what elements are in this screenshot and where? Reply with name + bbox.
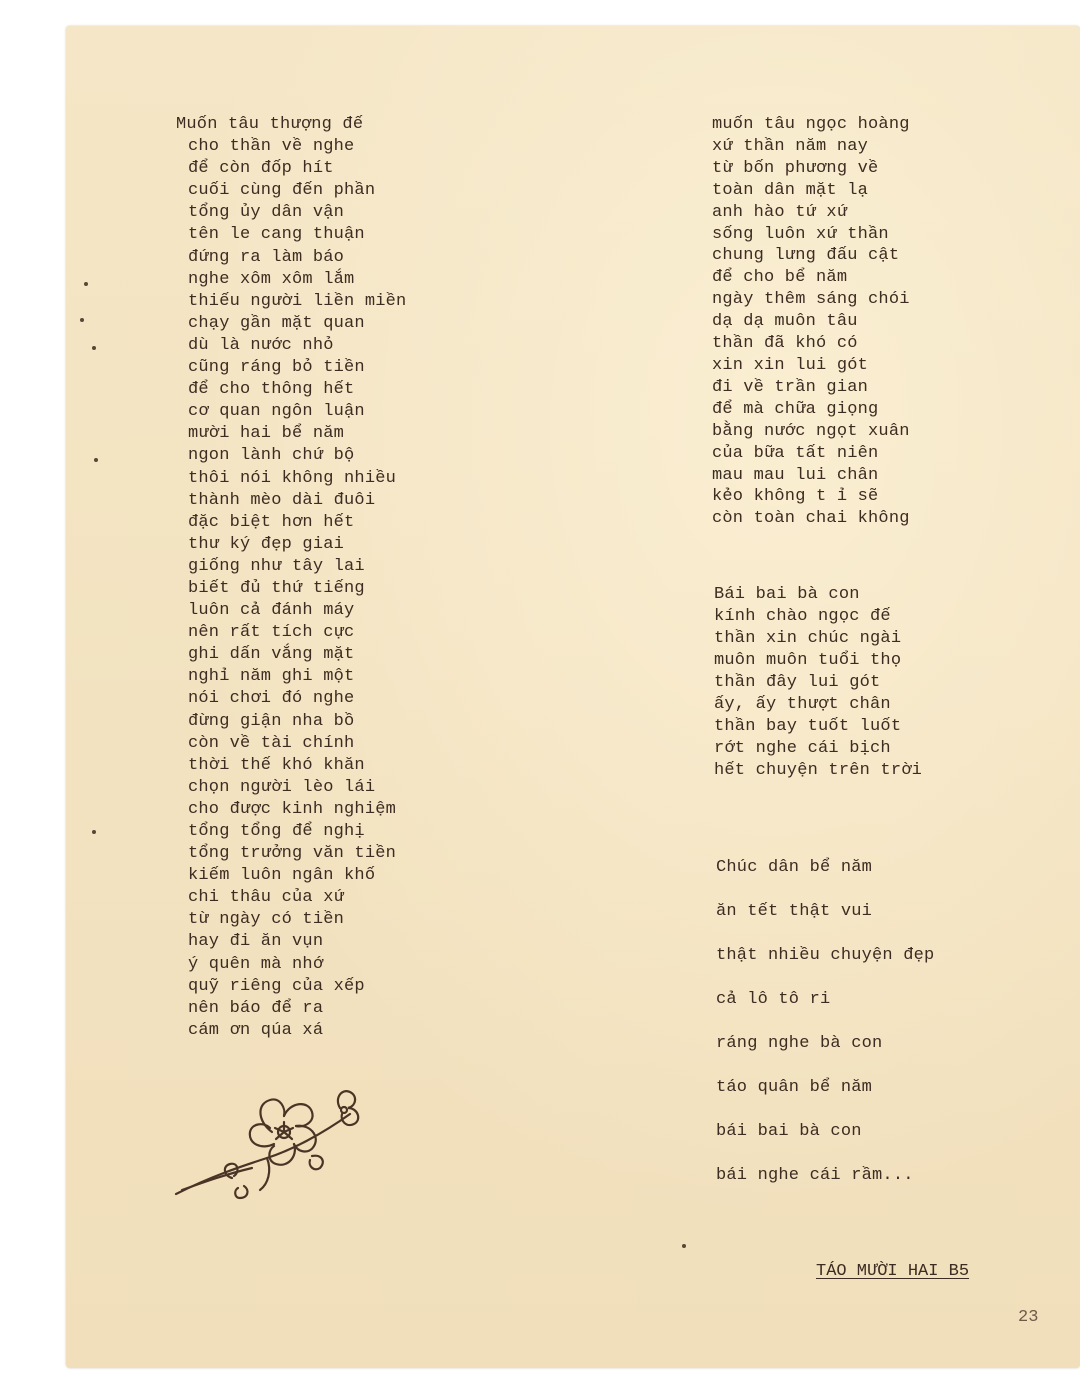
poem-column-left [176, 114, 406, 1042]
poem-line: ăn tết thật vui [716, 902, 873, 921]
page-number: 23 [1018, 1308, 1039, 1327]
poem-line: biết đủ thứ tiếng [188, 578, 365, 598]
poem-line: từ ngày có tiền [188, 910, 345, 930]
poem-line: đặc biệt hơn hết [188, 512, 355, 532]
poem-line: thần đã khó có [712, 334, 858, 354]
poem-line: cũng ráng bỏ tiền [188, 358, 365, 378]
paper-speck [84, 282, 88, 286]
poem-line: Muốn tâu thượng đế [176, 115, 364, 134]
poem-line: chọn người lèo lái [188, 777, 376, 797]
poem-line: thành mèo dài đuôi [188, 490, 376, 510]
poem-line: bằng nước ngọt xuân [712, 421, 910, 441]
poem-column-right-middle [714, 584, 922, 782]
poem-line: muôn muôn tuổi thọ [714, 651, 902, 670]
poem-line: chung lưng đấu cật [712, 246, 900, 266]
poem-line: cuối cùng đến phần [188, 181, 376, 201]
poem-line: kẻo không t ỉ sẽ [712, 487, 879, 507]
paper-speck [682, 1244, 686, 1248]
poem-line: thời thế khó khăn [188, 755, 365, 775]
poem-line: cơ quan ngôn luận [188, 402, 365, 422]
author-signature: TÁO MƯỜI HAI B5 [816, 1262, 970, 1281]
poem-line: toàn dân mặt lạ [712, 180, 869, 200]
plum-blossom-ornament [172, 1086, 372, 1201]
poem-line: để mà chữa giọng [712, 399, 879, 419]
poem-line: ấy, ấy thượt chân [714, 695, 891, 714]
poem-line: thần đây lui gót [714, 673, 881, 692]
poem-line: ghi dấn vắng mặt [188, 645, 355, 665]
poem-line: tên le cang thuận [188, 225, 365, 245]
poem-line: đi về trần gian [712, 377, 869, 397]
paper-speck [92, 830, 96, 834]
poem-line: dạ dạ muôn tâu [712, 312, 858, 332]
poem-line: thật nhiều chuyện đẹp [716, 946, 935, 965]
poem-line: thần bay tuốt luốt [714, 717, 902, 736]
poem-line: cả lô tô ri [716, 990, 831, 1009]
poem-line: quỹ riêng của xếp [188, 976, 365, 996]
poem-line: bái nghe cái rầm... [716, 1166, 914, 1185]
poem-line: tổng trưởng văn tiền [188, 844, 397, 864]
poem-line: của bữa tất niên [712, 443, 879, 463]
poem-line: nói chơi đó nghe [188, 689, 355, 709]
poem-line: hay đi ăn vụn [188, 932, 324, 952]
poem-line: mau mau lui chân [712, 465, 879, 485]
poem-line: nghe xôm xôm lắm [188, 269, 355, 289]
poem-line: hết chuyện trên trời [714, 761, 923, 780]
poem-line: dù là nước nhỏ [188, 335, 334, 355]
poem-line: nên rất tích cực [188, 623, 355, 643]
poem-column-right-top [712, 114, 910, 530]
poem-line: sống luôn xứ thần [712, 224, 889, 244]
poem-line: Bái bai bà con [714, 585, 860, 604]
poem-line: giống như tây lai [188, 556, 365, 576]
poem-line: cho được kinh nghiệm [188, 799, 397, 819]
poem-line: từ bốn phương về [712, 158, 879, 178]
paper-speck [94, 458, 98, 462]
poem-line: nghỉ năm ghi một [188, 667, 355, 687]
poem-line: còn toàn chai không [712, 509, 910, 529]
poem-line: anh hào tứ xứ [712, 202, 848, 222]
poem-line: thư ký đẹp giai [188, 534, 345, 554]
poem-line: còn về tài chính [188, 733, 355, 753]
poem-line: để cho bể năm [712, 268, 848, 288]
poem-line: kính chào ngọc đế [714, 607, 891, 626]
poem-line: thôi nói không nhiều [188, 468, 397, 488]
poem-line: thần xin chúc ngài [714, 629, 902, 648]
poem-line: nên báo để ra [188, 998, 324, 1018]
poem-line: mười hai bể năm [188, 424, 345, 444]
paper-speck [92, 346, 96, 350]
poem-line: chạy gần mặt quan [188, 313, 365, 333]
poem-line: để cho thông hết [188, 380, 355, 400]
poem-line: chi thâu của xứ [188, 888, 345, 908]
poem-line: đừng giận nha bồ [188, 711, 355, 731]
poem-line: cám ơn qúa xá [188, 1020, 324, 1040]
poem-line: cho thần về nghe [188, 137, 355, 157]
poem-line: rớt nghe cái bịch [714, 739, 891, 758]
poem-line: tổng tổng để nghị [188, 822, 365, 841]
poem-line: ngon lành chứ bộ [188, 446, 355, 466]
poem-line: tổng ủy dân vận [188, 203, 345, 223]
poem-line: bái bai bà con [716, 1122, 862, 1141]
poem-line: xứ thần năm nay [712, 136, 869, 156]
poem-line: Chúc dân bể năm [716, 858, 873, 877]
poem-line: ngày thêm sáng chói [712, 290, 910, 310]
poem-line: để còn đốp hít [188, 159, 334, 179]
paper-speck [80, 318, 84, 322]
poem-line: ý quên mà nhớ [188, 954, 324, 974]
poem-line: xin xin lui gót [712, 355, 869, 375]
poem-line: táo quân bể năm [716, 1078, 873, 1097]
poem-line: luôn cả đánh máy [188, 601, 355, 621]
poem-line: thiếu người liền miền [188, 291, 407, 311]
poem-line: muốn tâu ngọc hoàng [712, 115, 910, 134]
poem-line: đứng ra làm báo [188, 247, 345, 267]
poem-line: ráng nghe bà con [716, 1034, 883, 1053]
poem-column-right-bottom [716, 846, 934, 1198]
poem-line: kiếm luôn ngân khố [188, 866, 376, 886]
